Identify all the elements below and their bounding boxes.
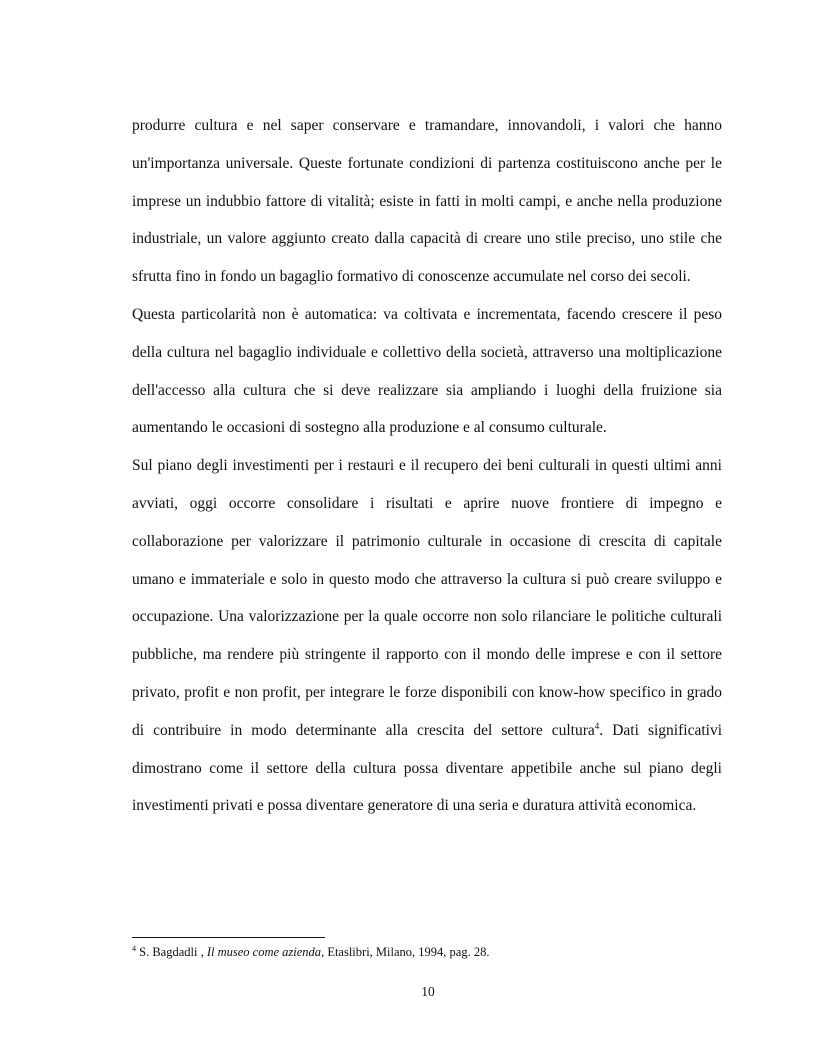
paragraph-1: produrre cultura e nel saper conservare e tramandare, innovandoli, i valori che hanno un'importanza universale. Queste fortunate condizioni di partenza costituiscono anche per le imprese un indubbio fattore di vitalità; esiste in fatti in molti campi, e anche nella produzione industriale, un valore aggiunto creato dalla capacità di creare uno stile preciso, uno stile che sfrutta fino in fondo un bagaglio formativo di conoscenze accumulate nel corso dei secoli.: [132, 117, 722, 286]
body-text: [132, 107, 722, 825]
footnote: [132, 943, 722, 961]
page-number: 10: [421, 984, 435, 999]
footnote-separator: [132, 937, 325, 938]
paragraph-2: Questa particolarità non è automatica: va coltivata e incrementata, facendo crescere il peso della cultura nel bagaglio individuale e collettivo della società, attraverso una moltiplicazione dell'accesso alla cultura che si deve realizzare sia ampliando i luoghi della fruizione sia aumentando le occasioni di sostegno alla produzione e al consumo culturale.: [132, 305, 722, 437]
footnote-publication: , Etaslibri, Milano, 1994, pag. 28.: [321, 945, 490, 959]
paragraph-3-text-end: . Dati significativi dimostrano come il settore della cultura possa diventare appetibile anche sul piano degli investimenti privati e possa diventare generatore di una seria e duratura attività economica.: [132, 721, 723, 815]
footnote-number: 4: [132, 944, 136, 953]
footnote-reference[interactable]: 4: [594, 720, 600, 731]
footnote-title: Il museo come azienda: [206, 945, 322, 959]
paragraph-3: [132, 447, 722, 825]
footnote-author: S. Bagdadli ,: [136, 945, 207, 959]
paragraph-3-text-start: Sul piano degli investimenti per i restauri e il recupero dei beni culturali in questi ultimi anni avviati, oggi occorre consolidare i risultati e aprire nuove frontiere di impegno e collaborazione per valorizzare il patrimonio culturale in occasione di crescita di capitale umano e immateriale e solo in questo modo che attraverso la cultura si può creare sviluppo e occupazione. Una valorizzazione per la quale occorre non solo rilanciare le politiche culturali pubbliche, ma rendere più stringente il rapporto con il mondo delle imprese e con il settore privato, profit e non profit, per integrare le forze disponibili con know-how specifico in grado di contribuire in modo determinante alla crescita del settore cultura: [132, 457, 722, 739]
